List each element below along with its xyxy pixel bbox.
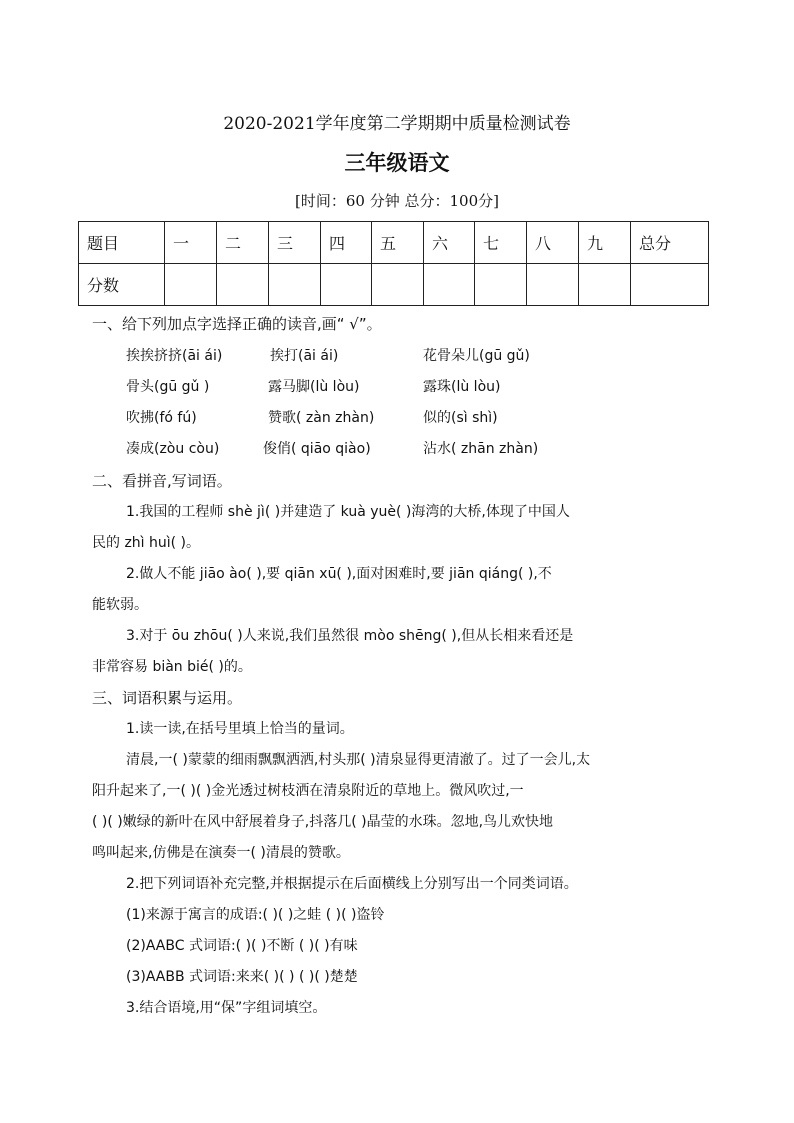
table-cell: 四 (321, 222, 372, 264)
pinyin-choice-item: 沾水( zhān zhàn) (423, 441, 539, 457)
score-cell[interactable] (269, 264, 321, 306)
pinyin-choice-item: 露珠(lù lòu) (423, 379, 501, 395)
table-cell: 总分 (631, 222, 709, 264)
question-line: 能软弱。 (92, 597, 148, 613)
score-table-score-row (79, 264, 709, 306)
question-line: 3.对于 ōu zhōu( )人来说,我们虽然很 mòo shēng( ),但从长相来看还是 (126, 628, 574, 644)
score-cell[interactable] (527, 264, 579, 306)
exam-info: [时间：60 分钟 总分：100分] (295, 192, 499, 210)
table-cell: 一 (165, 222, 217, 264)
pinyin-choice-item: 露马脚(lù lòu) (268, 379, 360, 395)
section-1-title: 一、给下列加点字选择正确的读音,画“ √”。 (92, 315, 382, 333)
score-cell[interactable] (475, 264, 527, 306)
score-cell[interactable] (217, 264, 269, 306)
question-line: 阳升起来了,一( )( )金光透过树枝洒在清泉附近的草地上。微风吹过,一 (92, 783, 524, 799)
question-line: 鸣叫起来,仿佛是在演奏一( )清晨的赞歌。 (92, 845, 350, 861)
question-line: 1.读一读,在括号里填上恰当的量词。 (126, 721, 354, 737)
question-line: (1)来源于寓言的成语:( )( )之蛙 ( )( )盗铃 (126, 907, 385, 923)
pinyin-choice-item: 吹拂(fó fú) (126, 410, 197, 426)
question-line: 清晨,一( )蒙蒙的细雨飘飘洒洒,村头那( )清泉显得更清澈了。过了一会儿,太 (126, 752, 591, 768)
pinyin-choice-item: 似的(sì shì) (423, 410, 498, 426)
table-cell: 五 (372, 222, 424, 264)
pinyin-choice-item: 俊俏( qiāo qiào) (263, 441, 371, 457)
table-cell: 九 (579, 222, 631, 264)
score-cell[interactable] (579, 264, 631, 306)
score-table (78, 221, 709, 306)
pinyin-choice-item: 花骨朵儿(gū gǔ) (423, 348, 530, 364)
score-cell[interactable] (165, 264, 217, 306)
score-cell[interactable] (631, 264, 709, 306)
question-line: 3.结合语境,用“保”字组词填空。 (126, 1000, 327, 1016)
question-line: (2)AABC 式词语:( )( )不断 ( )( )有味 (126, 938, 358, 954)
pinyin-choice-item: 挨挨挤挤(āi ái) (126, 348, 223, 364)
table-cell: 二 (217, 222, 269, 264)
question-line: 民的 zhì huì( )。 (92, 535, 201, 551)
score-table-header-row (79, 222, 709, 264)
score-cell[interactable] (424, 264, 475, 306)
pinyin-choice-item: 挨打(āi ái) (270, 348, 339, 364)
score-cell[interactable] (321, 264, 372, 306)
exam-title: 2020-2021学年度第二学期期中质量检测试卷 (223, 114, 571, 134)
score-cell[interactable] (372, 264, 424, 306)
pinyin-choice-item: 凑成(zòu còu) (126, 441, 220, 457)
table-cell: 题目 (79, 222, 165, 264)
table-cell: 三 (269, 222, 321, 264)
question-line: (3)AABB 式词语:来来( )( ) ( )( )楚楚 (126, 969, 358, 985)
table-cell: 七 (475, 222, 527, 264)
question-line: ( )( )嫩绿的新叶在风中舒展着身子,抖落几( )晶莹的水珠。忽地,鸟儿欢快地 (92, 814, 554, 830)
section-2-title: 二、看拼音,写词语。 (92, 472, 232, 490)
section-3-title: 三、词语积累与运用。 (92, 689, 243, 707)
question-line: 2.把下列词语补充完整,并根据提示在后面横线上分别写出一个同类词语。 (126, 876, 578, 892)
pinyin-choice-item: 骨头(gū gǔ ) (126, 379, 210, 395)
pinyin-choice-item: 赞歌( zàn zhàn) (268, 410, 375, 426)
table-cell: 分数 (79, 264, 165, 306)
table-cell: 八 (527, 222, 579, 264)
table-cell: 六 (424, 222, 475, 264)
subject-title: 三年级语文 (344, 151, 450, 175)
question-line: 1.我国的工程师 shè jì( )并建造了 kuà yuè( )海湾的大桥,体现了中国人 (126, 504, 570, 520)
question-line: 2.做人不能 jiāo ào( ),要 qiān xū( ),面对困难时,要 jiān qiáng( ),不 (126, 566, 552, 582)
question-line: 非常容易 biàn bié( )的。 (92, 659, 252, 675)
